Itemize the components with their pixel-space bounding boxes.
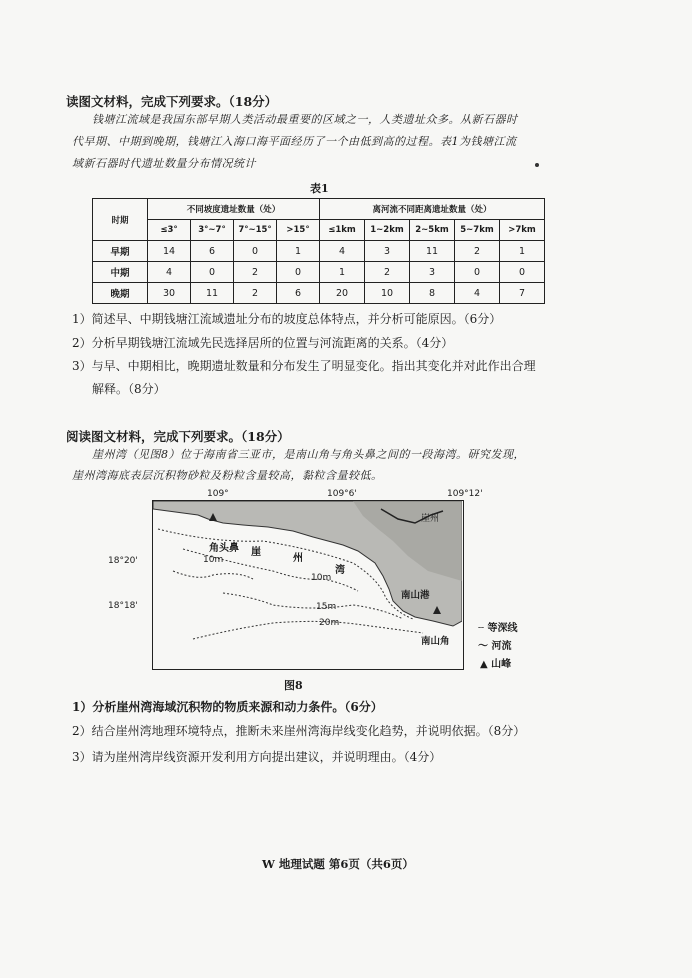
- q1-sub3b: 解释。（8分）: [92, 382, 166, 396]
- isobath-extra: [173, 571, 253, 579]
- slope-col-header: ≤3°: [148, 220, 191, 241]
- distance-col-header: 2~5km: [410, 220, 455, 241]
- q2-sub3: 3）请为崖州湾岸线资源开发利用方向提出建议，并说明理由。（4分）: [72, 750, 442, 764]
- label-jiaotoubi: 角头鼻: [209, 543, 239, 554]
- isobath-20m: [193, 621, 423, 639]
- isobath-15m: [223, 593, 403, 619]
- peak-legend-icon: ▲: [480, 659, 492, 670]
- count-cell: 6: [191, 241, 234, 262]
- table-row: [93, 241, 545, 262]
- legend-river: [478, 637, 511, 652]
- label-bay-char2: 州: [293, 553, 303, 564]
- count-cell: 3: [410, 262, 455, 283]
- count-cell: 0: [191, 262, 234, 283]
- depth-label-15m: 15m: [316, 602, 337, 612]
- lat-label-18-18: 18°18': [108, 601, 138, 611]
- depth-label-20m: 20m: [319, 618, 340, 628]
- count-cell: 1: [277, 241, 320, 262]
- site-distribution-table: [92, 198, 545, 304]
- q1-sub2: 2）分析早期钱塘江流域先民选择居所的位置与河流距离的关系。（4分）: [72, 336, 454, 350]
- legend-isobath: [478, 619, 518, 634]
- q2-para-line2: 崖州湾海底表层沉积物砂粒及粉粒含量较高，黏粒含量较低。: [72, 469, 383, 482]
- legend-river-label: 河流: [491, 641, 512, 652]
- yazhou-bay-map: [152, 500, 464, 670]
- count-cell: 3: [365, 241, 410, 262]
- q1-sub1: 1）简述早、中期钱塘江流域遗址分布的坡度总体特点，并分析可能原因。（6分）: [72, 312, 502, 326]
- count-cell: 1: [500, 241, 545, 262]
- q1-para-line2: 代早期、中期到晚期，钱塘江入海口海平面经历了一个由低到高的过程。表1为钱塘江流: [72, 135, 517, 148]
- q1-para-line1: 钱塘江流域是我国东部早期人类活动最重要的区域之一，人类遗址众多。从新石器时: [92, 113, 518, 126]
- q1-heading: 读图文材料，完成下列要求。（18分）: [66, 94, 278, 109]
- slope-group-header: 不同坡度遗址数量（处）: [148, 199, 320, 220]
- table-subheader-row: [93, 220, 545, 241]
- label-nanshan-cape: 南山角: [421, 636, 450, 647]
- count-cell: 30: [148, 283, 191, 304]
- count-cell: 2: [455, 241, 500, 262]
- period-cell: 晚期: [93, 283, 148, 304]
- river-legend-icon: 〜: [478, 641, 492, 652]
- q1-sub3a: 3）与早、中期相比，晚期遗址数量和分布发生了明显变化。指出其变化并对此作出合理: [72, 359, 536, 373]
- label-nanshan-port: 南山港: [401, 590, 430, 601]
- figure-caption: 图8: [284, 679, 303, 692]
- count-cell: 0: [277, 262, 320, 283]
- lon-label-109-6: 109°6': [327, 489, 357, 499]
- count-cell: 1: [320, 262, 365, 283]
- page-footer: W 地理试题 第6页（共6页）: [262, 857, 414, 871]
- count-cell: 0: [234, 241, 277, 262]
- count-cell: 7: [500, 283, 545, 304]
- legend-isobath-label: 等深线: [487, 623, 518, 634]
- distance-group-header: 离河流不同距离遗址数量（处）: [320, 199, 545, 220]
- table-row: [93, 283, 545, 304]
- lon-label-109: 109°: [207, 489, 229, 499]
- q2-heading: 阅读图文材料，完成下列要求。（18分）: [66, 429, 290, 444]
- count-cell: 11: [410, 241, 455, 262]
- slope-col-header: 3°~7°: [191, 220, 234, 241]
- label-yazhou: 崖州: [421, 514, 440, 524]
- q2-sub1: 1）分析崖州湾海域沉积物的物质来源和动力条件。（6分）: [72, 700, 383, 714]
- q2-sub2: 2）结合崖州湾地理环境特点，推断未来崖州湾海岸线变化趋势，并说明依据。（8分）: [72, 724, 526, 738]
- count-cell: 2: [234, 262, 277, 283]
- count-cell: 4: [455, 283, 500, 304]
- count-cell: 2: [365, 262, 410, 283]
- slope-col-header: >15°: [277, 220, 320, 241]
- lon-label-109-12: 109°12': [447, 489, 483, 499]
- slope-col-header: 7°~15°: [234, 220, 277, 241]
- count-cell: 0: [455, 262, 500, 283]
- distance-col-header: 5~7km: [455, 220, 500, 241]
- count-cell: 11: [191, 283, 234, 304]
- period-cell: 早期: [93, 241, 148, 262]
- period-cell: 中期: [93, 262, 148, 283]
- count-cell: 14: [148, 241, 191, 262]
- count-cell: 10: [365, 283, 410, 304]
- q2-para-line1: 崖州湾（见图8）位于海南省三亚市，是南山角与角头鼻之间的一段海湾。研究发现，: [92, 448, 525, 461]
- count-cell: 20: [320, 283, 365, 304]
- count-cell: 2: [234, 283, 277, 304]
- distance-col-header: ≤1km: [320, 220, 365, 241]
- table-title: 表1: [310, 182, 329, 195]
- count-cell: 0: [500, 262, 545, 283]
- table-row: [93, 262, 545, 283]
- depth-label-10m-b: 10m: [311, 573, 332, 583]
- depth-label-10m-a: 10m: [203, 555, 224, 565]
- scan-dot: [535, 163, 539, 167]
- count-cell: 6: [277, 283, 320, 304]
- count-cell: 4: [320, 241, 365, 262]
- count-cell: 4: [148, 262, 191, 283]
- lat-label-18-20: 18°20': [108, 556, 138, 566]
- distance-col-header: >7km: [500, 220, 545, 241]
- label-bay-char1: 崖: [251, 547, 261, 558]
- map-drawing: [153, 501, 462, 668]
- period-header: 时期: [93, 199, 148, 241]
- distance-col-header: 1~2km: [365, 220, 410, 241]
- legend-peak: [480, 655, 511, 670]
- q1-para-line3: 域新石器时代遗址数量分布情况统计: [72, 157, 256, 170]
- count-cell: 8: [410, 283, 455, 304]
- label-bay-char3: 湾: [335, 565, 345, 576]
- isobath-legend-icon: ┄: [478, 623, 488, 634]
- legend-peak-label: 山峰: [491, 659, 512, 670]
